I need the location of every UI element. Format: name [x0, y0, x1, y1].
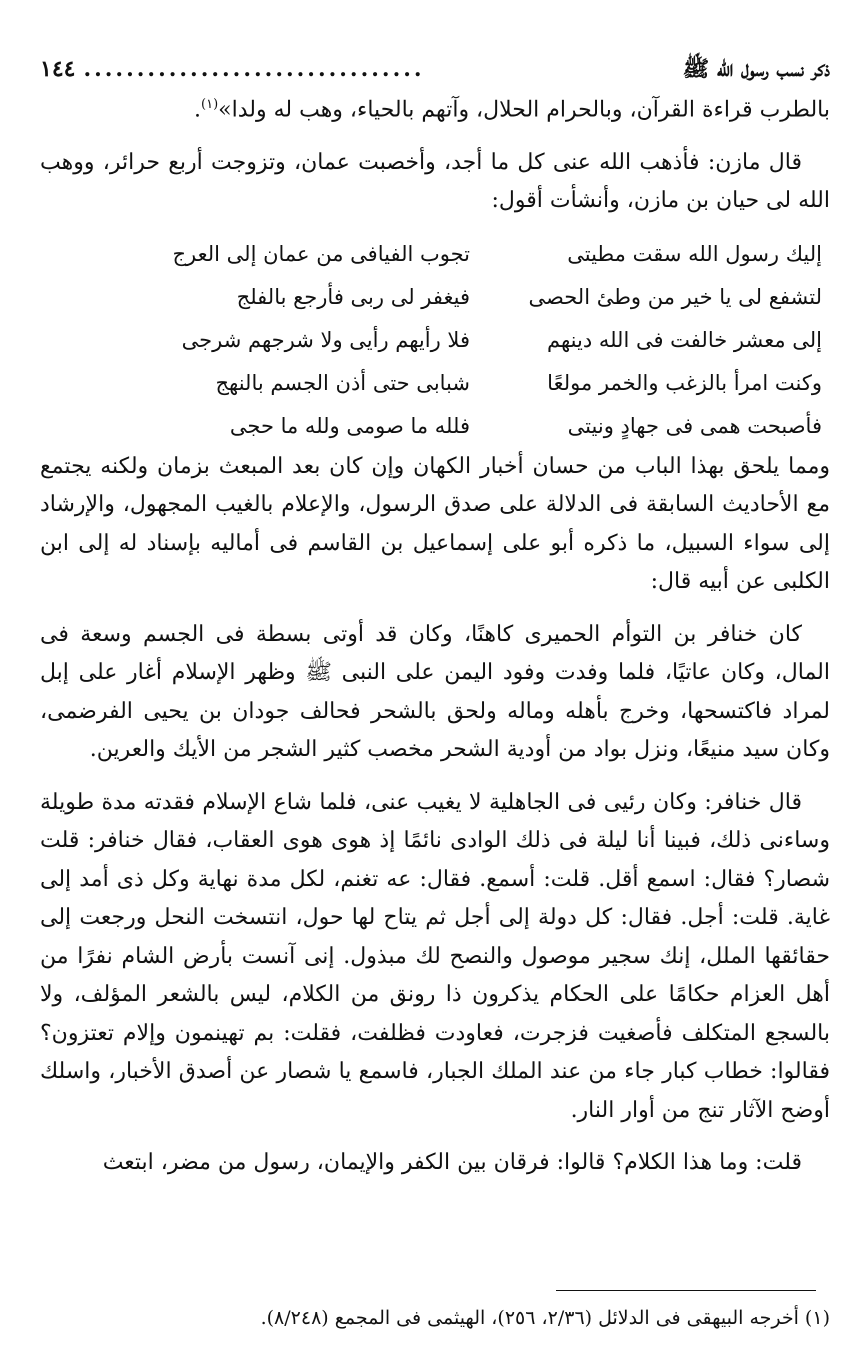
paragraph-continuation	[40, 86, 830, 130]
paragraph-end: .	[194, 97, 202, 123]
verse-first-hemistich: وكنت امرأ بالزغب والخمر مولعًا	[547, 370, 822, 395]
paragraph-text: بالطرب قراءة القرآن، وبالحرام الحلال، وآتهم بالحياء، وهب له ولدا»	[218, 97, 830, 123]
paragraph-final: قلت: وما هذا الكلام؟ قالوا: فرقان بين الكفر والإيمان، رسول من مضر، ابتعث	[102, 1150, 802, 1176]
verse-first-hemistich: إليك رسول الله سقت مطيتى	[567, 241, 822, 266]
paragraph-mazen: قال مازن: فأذهب الله عنى كل ما أجد، وأخصبت عمان، وتزوجت أربع حرائر، ووهب الله لى حيان بن مازن، وأنشأت أقول:	[40, 149, 830, 214]
verse-second-hemistich: شبابى حتى أذن الجسم بالنهج	[215, 370, 470, 395]
paragraph-kahhan: ومما يلحق بهذا الباب من حسان أخبار الكهان وإن كان بعد المبعث بزمان ولكنه يجتمع مع الأحاديث السابقة فى الدلالة على صدق الرسول، والإعلام بالغيب المجهول، والإرشاد إلى سواء السبيل، ما ذكره أبو على إسماعيل بن القاسم فى أماليه بإسناد له إلى ابن الكلبى عن أبيه قال:	[40, 453, 830, 595]
page-number: ١٤٤	[40, 56, 76, 82]
page-header	[40, 52, 830, 86]
verse-first-hemistich: إلى معشر خالفت فى الله دينهم	[546, 327, 822, 352]
footnote-marker: (١)	[201, 97, 219, 112]
verse-second-hemistich: تجوب الفيافى من عمان إلى العرج	[172, 241, 470, 266]
header-leader-dots: ................................	[83, 56, 425, 82]
poem-verse	[40, 319, 822, 362]
poem-verse	[40, 362, 822, 405]
verse-second-hemistich: فلله ما صومى ولله ما حجى	[229, 413, 470, 438]
footnote-divider	[556, 1290, 816, 1291]
poem-verse	[40, 233, 822, 276]
running-title: ذكر نسب رسول الله ﷺ	[682, 56, 830, 82]
verse-second-hemistich: فلا رأيهم رأيى ولا شرجهم شرجى	[181, 327, 470, 352]
verse-second-hemistich: فيغفر لى ربى فأرجع بالفلج	[236, 284, 470, 309]
paragraph-khunafir-story: قال خنافر: وكان رئيى فى الجاهلية لا يغيب عنى، فلما شاع الإسلام فقدته مدة طويلة وساءنى ذلك، فبينا أنا ليلة فى ذلك الوادى نائمًا إذ هوى هوى العقاب، فقال خنافر: قلت شصار؟ فقال: اسمع أقل. قلت: أسمع. فقال: عه تغنم، لكل مدة نهاية وكل ذى أمد إلى غاية. قلت: أجل. فقال: كل دولة إلى أجل ثم يتاح لها حول، انتسخت النحل ورجعت إلى حقائقها الملل، إنك سجير موصول والنصح لك مبذول. إنى آنست بأرض الشام نفرًا من أهل العزام حكامًا على الحكام يذكرون ذا رونق من الكلام، ليس بالشعر المؤلف، ولا بالسجع المتكلف فأصغيت فزجرت، فعاودت فظلفت، فقلت: بم تهينمون وإلام تعتزون؟ فقالوا: خطاب كبار جاء من عند الملك الجبار، فاسمع يا شصار عن أصدق الأخبار، واسلك أوضح الآثار تنج من أوار النار.	[40, 789, 831, 1123]
footnote: (١) أخرجه البيهقى فى الدلائل (٢/٣٦، ٢٥٦)، الهيثمى فى المجمع (٨/٢٤٨).	[260, 1307, 830, 1329]
poem	[40, 233, 830, 448]
paragraph-khunafir-intro: كان خنافر بن التوأم الحميرى كاهنًا، وكان قد أوتى بسطة فى الجسم وسعة فى المال، وكان عاتيًا، فلما وفدت وفود اليمن على النبى ﷺ وظهر الإسلام أغار على إبل لمراد فاكتسحها، وخرج بأهله وماله ولحق بالشحر فحالف جودان بن يحيى الفرضمى، وكان سيد منيعًا، ونزل بواد من أودية الشحر مخصب كثير الشجر من الأيك والعرين.	[40, 621, 830, 763]
verse-first-hemistich: فأصبحت همى فى جهادٍ ونيتى	[567, 413, 822, 438]
poem-verse	[40, 405, 822, 448]
verse-first-hemistich: لتشفع لى يا خير من وطئ الحصى	[528, 284, 822, 309]
poem-verse	[40, 276, 822, 319]
